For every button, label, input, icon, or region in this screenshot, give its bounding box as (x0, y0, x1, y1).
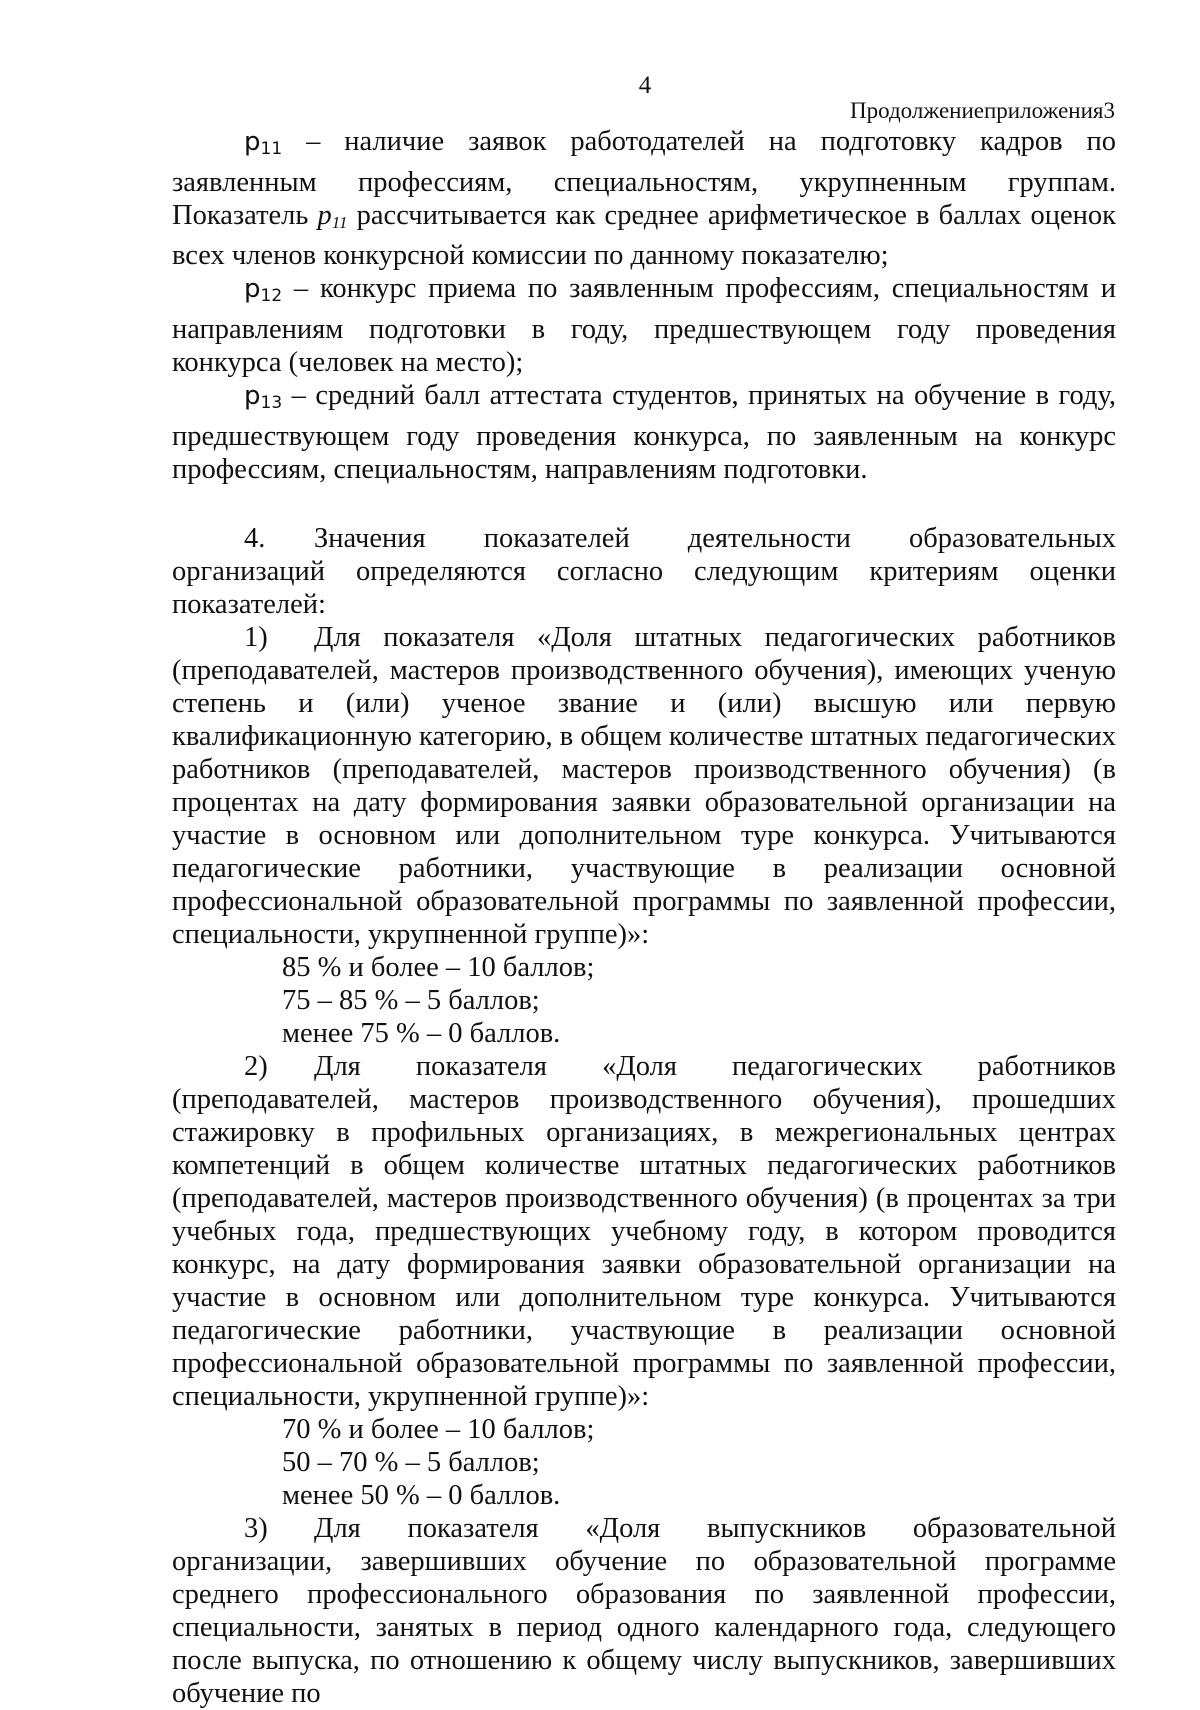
criterion-number: 3) (244, 1513, 268, 1544)
score-line: 70 % и более – 10 баллов; (282, 1414, 595, 1445)
section-4-paragraph (172, 522, 1116, 621)
section-number: 4. (244, 523, 266, 554)
criterion-text: Для показателя «Доля педагогических работников (преподавателей, мастеров производственного обучения), прошедших стажировку в профильных организациях, в межрегиональных центрах компетенций в общем количестве штатных педагогических работников (преподавателей, мастеров производственного обучения) (в процентах за три учебных года, предшествующих учебному году, в котором проводится конкурс, на дату формирования заявки образовательной организации на участие в основном или дополнительном туре конкурса. Учитываются педагогические работники, участвующие в реализации основной профессиональной образовательной программы по заявленной профессии, специальности, укрупненной группе)»: (172, 1051, 1116, 1412)
score-line: менее 50 % – 0 баллов. (282, 1480, 561, 1511)
section-text: Значения показателей деятельности образовательных организаций определяются согласно следующим критериям оценки показателей: (172, 523, 1116, 620)
criterion-number: 1) (244, 622, 268, 653)
criterion-number: 2) (244, 1051, 268, 1082)
definition-text: – наличие заявок работодателей на подготовку кадров по заявленным профессиям, специальностям, укрупненным группам. Показатель (172, 126, 1116, 231)
definition-p13 (172, 379, 1116, 486)
definition-text: – средний балл аттестата студентов, принятых на обучение в году, предшествующем году проведения конкурса, по заявленным на конкурс профессиям, специальностям, направлениям подготовки. (172, 380, 1116, 485)
continuation-note: Продолжениеприложения3 (850, 98, 1115, 123)
paragraph-gap (172, 486, 1116, 522)
score-line: 75 – 85 % – 5 баллов; (282, 985, 540, 1016)
variable-symbol: $p_{11}$ (244, 127, 283, 159)
score-line: 85 % и более – 10 баллов; (282, 952, 595, 983)
variable-symbol: $p_{13}$ (244, 381, 283, 413)
definition-p11 (172, 125, 1116, 272)
inline-variable: $p_{11}$ (317, 200, 348, 232)
criterion-text: Для показателя «Доля выпускников образовательной организации, завершивших обучение по образовательной программе среднего профессионального образования по заявленной профессии, специальности, занятых в период одного календарного года, следующего после выпуска, по отношению к общему числу выпускников, завершивших обучение по (172, 1513, 1116, 1709)
document-body (172, 125, 1116, 1710)
definition-p12 (172, 272, 1116, 379)
page-number: 4 (638, 72, 652, 99)
score-line: менее 75 % – 0 баллов. (282, 1018, 561, 1049)
definition-text: – конкурс приема по заявленным профессиям, специальностям и направлениям подготовки в году, предшествующем году проведения конкурса (человек на место); (172, 273, 1116, 378)
criterion-text: Для показателя «Доля штатных педагогических работников (преподавателей, мастеров производственного обучения), имеющих ученую степень и (или) ученое звание и (или) высшую или первую квалификационную категорию, в общем количестве штатных педагогических работников (преподавателей, мастеров производственного обучения) (в процентах на дату формирования заявки образовательной организации на участие в основном или дополнительном туре конкурса. Учитываются педагогические работники, участвующие в реализации основной профессиональной образовательной программы по заявленной профессии, специальности, укрупненной группе)»: (172, 622, 1116, 950)
score-line: 50 – 70 % – 5 баллов; (282, 1447, 540, 1478)
criterion-2-paragraph (172, 1050, 1116, 1413)
definition-text-continued: рассчитывается как среднее арифметическое в баллах оценок всех членов конкурсной комиссии по данному показателю; (172, 200, 1116, 271)
criterion-1-paragraph (172, 621, 1116, 951)
criterion-3-paragraph (172, 1512, 1116, 1710)
variable-symbol: $p_{12}$ (244, 274, 283, 306)
